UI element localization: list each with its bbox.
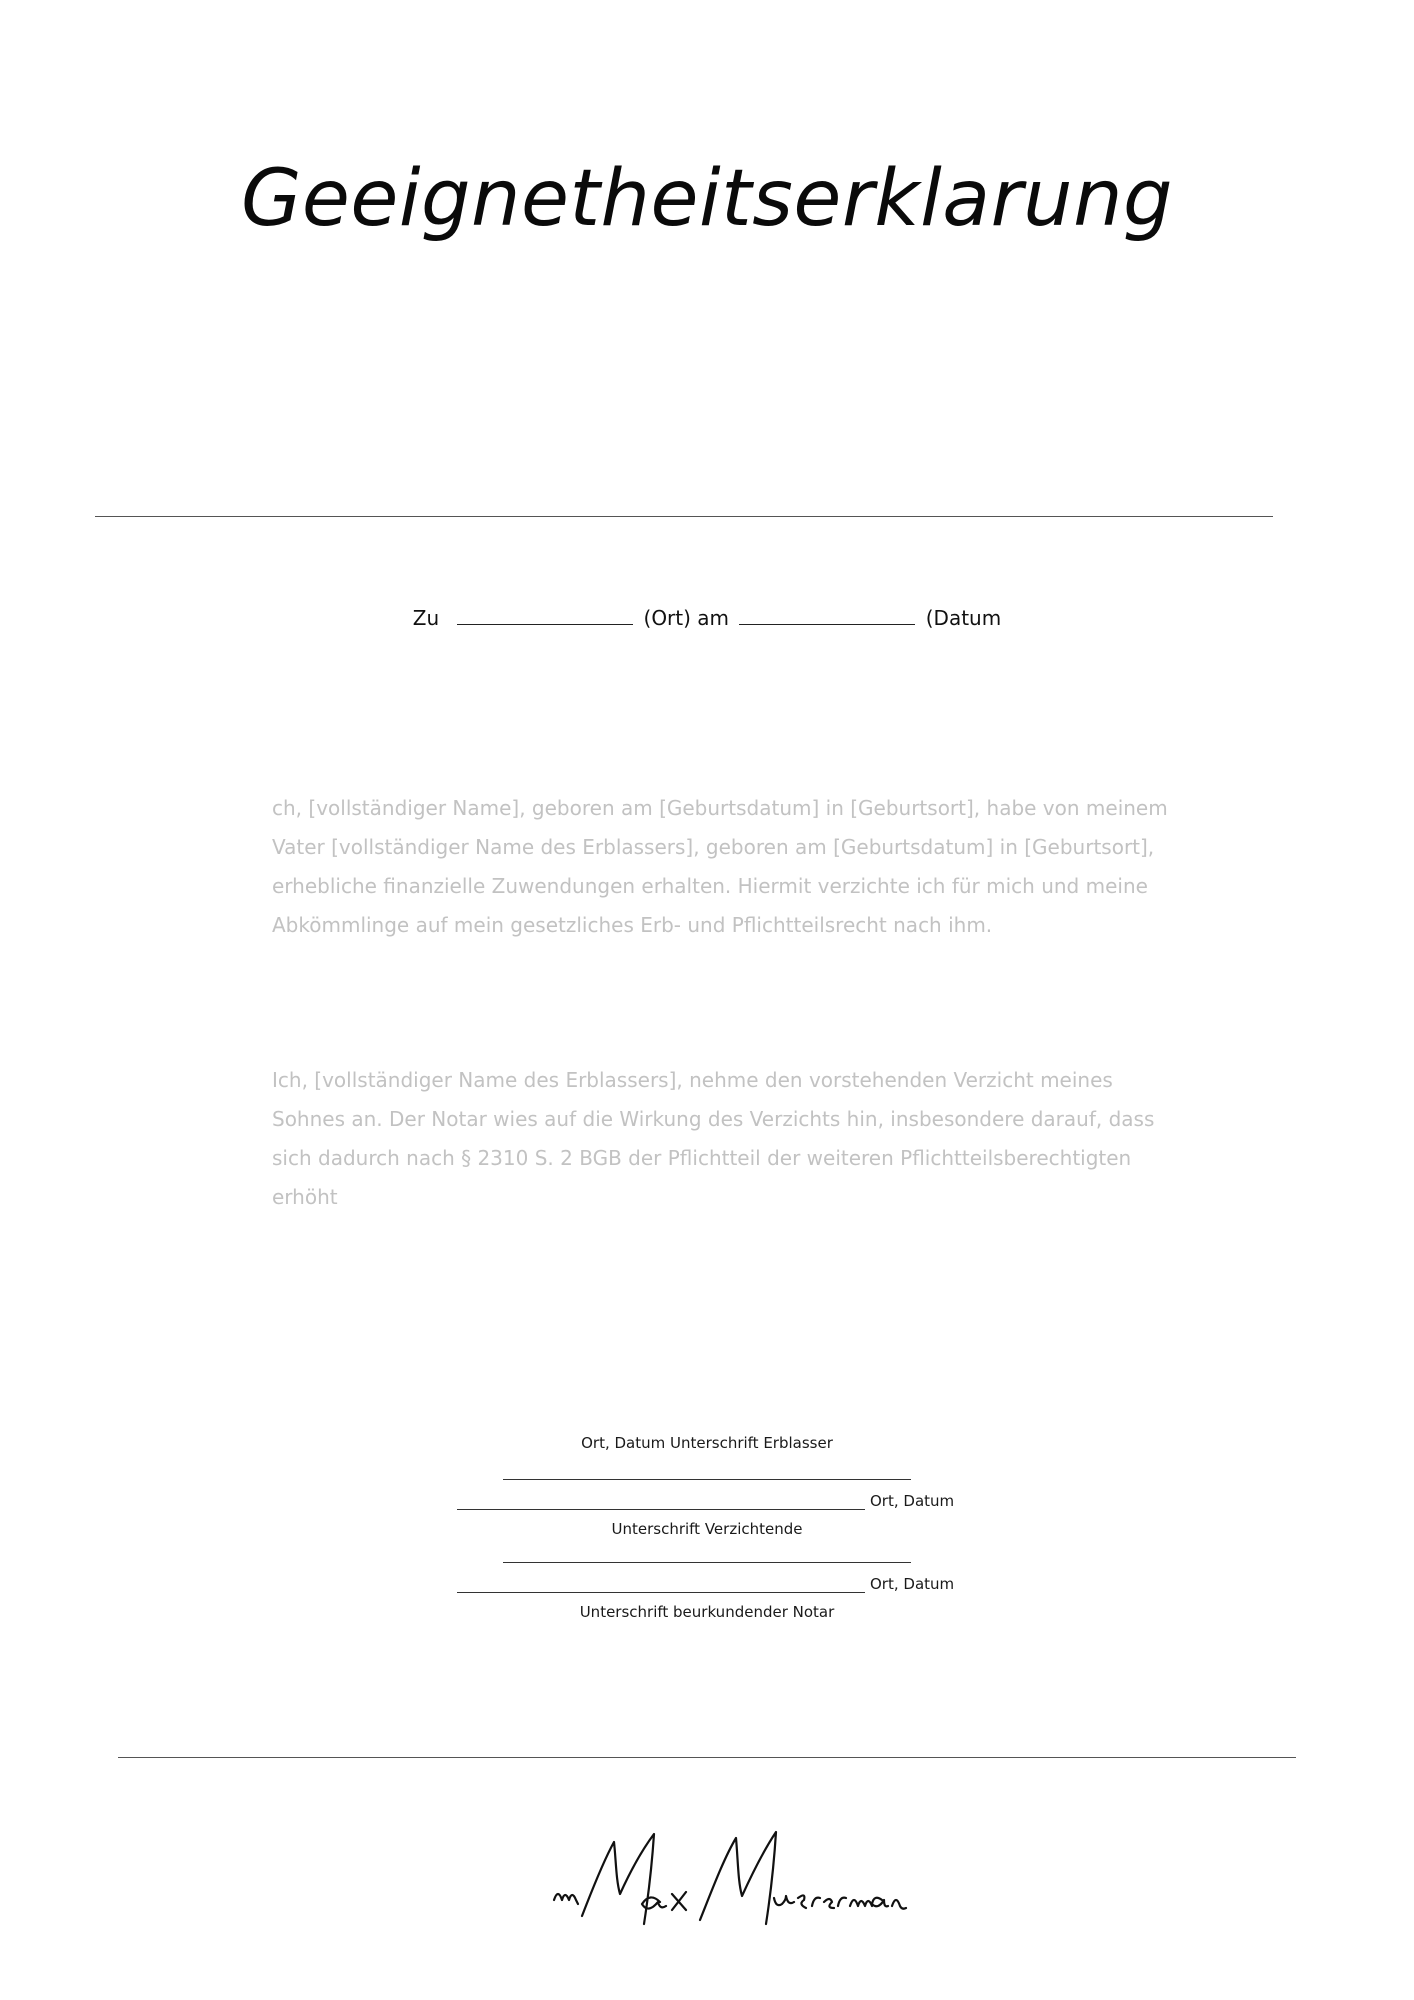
paragraph-acceptance: Ich, [vollständiger Name des Erblassers], nehme den vorstehenden Verzicht meines Sohnes an. Der Notar wies auf die Wirkung des Verzichts hin, insbesondere darauf, dass sich dadurch nach § 2310 S. 2 BGB der Pflichtteil der weiteren Pflichtteilsberechtigten erhöht [272, 1068, 1155, 1209]
ort-blank [457, 606, 633, 625]
ort-label: (Ort) am [643, 606, 730, 630]
signature-line [457, 1592, 865, 1593]
place-date-line [0, 606, 1414, 630]
bottom-divider [118, 1757, 1296, 1758]
signature-label-notar: Unterschrift beurkundender Notar [579, 1603, 835, 1621]
signature-suffix: Ort, Datum [870, 1492, 955, 1510]
datum-label: (Datum [925, 606, 1002, 630]
document-title: Geeignetheitserklarung [240, 154, 1174, 244]
top-divider [95, 516, 1273, 517]
signature-line [503, 1562, 911, 1563]
place-prefix: Zu [412, 606, 440, 630]
signature-suffix: Ort, Datum [870, 1575, 955, 1593]
signature-label-verzichtende: Unterschrift Verzichtende [611, 1520, 803, 1538]
signature-line [457, 1509, 865, 1510]
handwritten-signature [530, 1820, 910, 1930]
paragraph-waiver: ch, [vollständiger Name], geboren am [Geburtsdatum] in [Geburtsort], habe von meinem Vater [vollständiger Name des Erblassers], geboren am [Geburtsdatum] in [Geburtsort], erhebliche finanzielle Zuwendungen erhalten. Hiermit verzichte ich für mich und meine Abkömmlinge auf mein gesetzliches Erb- und Pflichtteilsrecht nach ihm. [272, 796, 1168, 937]
datum-blank [739, 606, 915, 625]
signature-line [503, 1479, 911, 1480]
signature-label-erblasser: Ort, Datum Unterschrift Erblasser [581, 1434, 833, 1452]
